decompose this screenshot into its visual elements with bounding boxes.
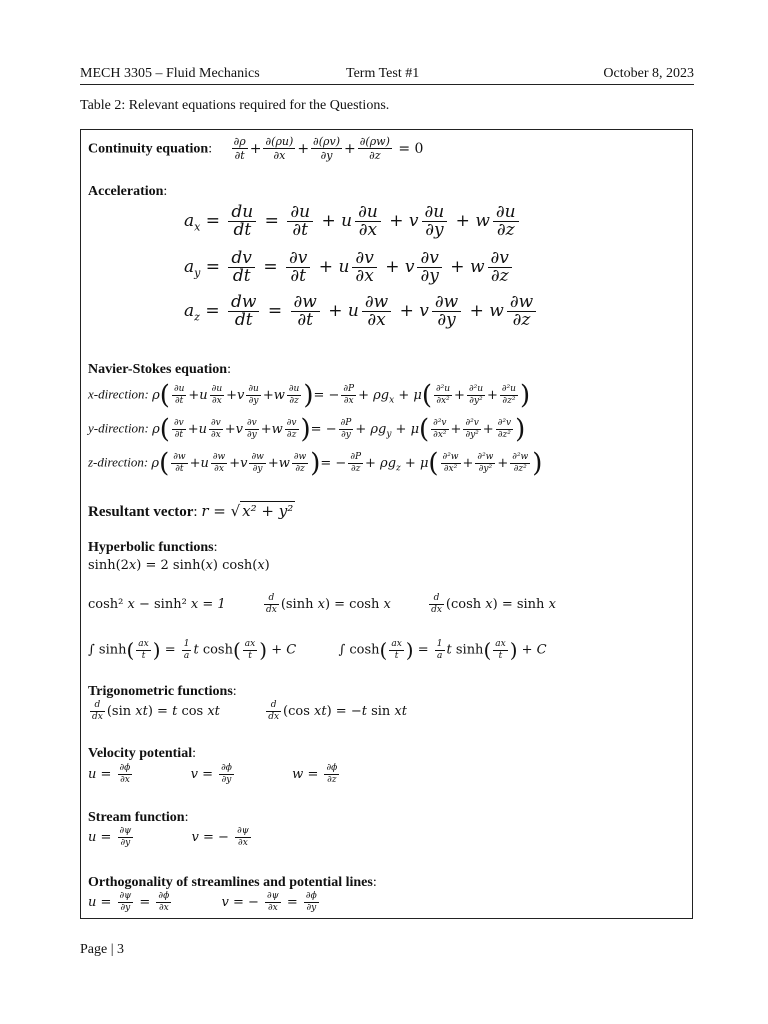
resultant-label: Resultant vector <box>88 504 194 520</box>
stream-function-label: Stream function <box>88 810 185 825</box>
navier-heading: Navier-Stokes equation: <box>88 362 231 377</box>
velocity-potential-heading: Velocity potential: <box>88 746 196 761</box>
hyperbolic-identities: cosh² x − sinh² x = 1 $\frac{d}{dx}$ (sinh x) = cosh x $\frac{d}{dx}$ (cosh x) = sinh x <box>88 593 556 615</box>
navier-z: z-direction: ρ( $\frac{\partial w}{\partial t}$ +u $\frac{\partial w}{\partial x}$ +v $\frac{\partial w}{\partial y}$ +w $\frac{\partial w}{\partial z}$ )= − $\frac{\partial P}{\partial z}$ + $\rho g_z + \mu$( $\frac{\text{∂²w}}{\text{∂x²}}$ + $\frac{\text{∂²w}}{\text{∂y²}}$ + $\frac{\text{∂²w}}{\text{∂z²}}$ ) <box>88 448 543 478</box>
table-caption: Table 2: Relevant equations required for the Questions. <box>80 98 390 113</box>
x-direction-label: x-direction: <box>88 386 149 402</box>
resultant-row: Resultant vector: r = √ x² + y² <box>88 502 294 520</box>
test-date: October 8, 2023 <box>603 66 694 81</box>
trig-label: Trigonometric functions <box>88 684 233 699</box>
acceleration-x: $a_x$ = $\frac{du}{dt}$ = $\frac{\partial u}{\partial t}$ + u $\frac{\partial u}{\partial x}$ + v $\frac{\partial u}{\partial y}$ + w $\frac{\partial u}{\partial z}$ <box>184 204 522 239</box>
trig-heading: Trigonometric functions: <box>88 684 237 699</box>
hyperbolic-heading: Hyperbolic functions: <box>88 540 218 555</box>
sinh-double-angle: sinh(2x) = 2 sinh(x) cosh(x) <box>88 558 270 573</box>
z-direction-label: z-direction: <box>88 454 149 470</box>
equation-table <box>80 129 693 919</box>
navier-y: y-direction: ρ( $\frac{\partial v}{\partial t}$ +u $\frac{\partial v}{\partial x}$ +v $\frac{\partial v}{\partial y}$ +w $\frac{\partial v}{\partial z}$ )= − $\frac{\partial P}{\partial y}$ + $\rho g_y + \mu$( $\frac{\text{∂²v}}{\text{∂x²}}$ + $\frac{\text{∂²v}}{\text{∂y²}}$ + $\frac{\text{∂²v}}{\text{∂z²}}$ ) <box>88 414 526 444</box>
stream-function-heading: Stream function: <box>88 810 189 825</box>
y-direction-label: y-direction: <box>88 420 149 436</box>
test-title: Term Test #1 <box>346 66 420 81</box>
page-header <box>80 66 694 85</box>
acceleration-z: $a_z$ = $\frac{dw}{dt}$ = $\frac{\partial w}{\partial t}$ + u $\frac{\partial w}{\partial x}$ + v $\frac{\partial w}{\partial y}$ + w $\frac{\partial w}{\partial z}$ <box>184 294 539 329</box>
page-number: Page | 3 <box>80 942 125 957</box>
navier-label: Navier-Stokes equation <box>88 362 228 377</box>
velocity-potential-equations: u = $\frac{\partial\phi}{\partial x}$ v = $\frac{\partial\phi}{\partial y}$ w = $\frac{\partial\phi}{\partial z}$ <box>88 763 338 785</box>
orthogonality-heading: Orthogonality of streamlines and potential lines: <box>88 875 377 890</box>
stream-function-equations: u = $\frac{\partial\psi}{\partial y}$ v = − $\frac{\partial\psi}{\partial x}$ <box>88 826 249 848</box>
orthogonality-label: Orthogonality of streamlines and potential lines <box>88 875 373 890</box>
continuity-equation: $\frac{\partial\rho}{\partial t}$ + $\frac{\partial(\rho u)}{\partial x}$ + $\frac{\partial(\rho v)}{\partial y}$ + $\frac{\partial(\rho w)}{\partial z}$ = 0 <box>233 135 424 162</box>
acceleration-label: Acceleration <box>88 184 164 199</box>
resultant-equation: r = √ x² + y² <box>201 502 294 520</box>
acceleration-y: $a_y$ = $\frac{dv}{dt}$ = $\frac{\partial v}{\partial t}$ + u $\frac{\partial v}{\partial x}$ + v $\frac{\partial v}{\partial y}$ + w $\frac{\partial v}{\partial z}$ <box>184 250 515 285</box>
trig-derivatives: $\frac{d}{dx}$ (sin xt) = t cos xt $\frac{d}{dx}$ (cos xt) = −t sin xt <box>92 700 407 722</box>
orthogonality-equations: u = $\frac{\partial\psi}{\partial y}$ = $\frac{\partial\phi}{\partial x}$ v = − $\frac{\partial\psi}{\partial x}$ = $\frac{\partial\phi}{\partial y}$ <box>88 891 317 913</box>
velocity-potential-label: Velocity potential <box>88 746 193 761</box>
continuity-label: Continuity equation <box>88 141 209 157</box>
acceleration-heading: Acceleration: <box>88 184 168 199</box>
hyperbolic-integrals: ∫ sinh( $\frac{ax}{t}$ ) = $\frac{1}{a}$ t cosh( $\frac{ax}{t}$ ) + C ∫ cosh( $\frac{ax}{t}$ ) = $\frac{1}{a}$ t sinh( $\frac{ax}{t}$ ) + C <box>88 638 547 662</box>
navier-x: x-direction: ρ( $\frac{\partial u}{\partial t}$ +u $\frac{\partial u}{\partial x}$ +v $\frac{\partial u}{\partial y}$ +w $\frac{\partial u}{\partial z}$ )= − $\frac{\partial P}{\partial x}$ + $\rho g_x + \mu$( $\frac{\text{∂²u}}{\text{∂x²}}$ + $\frac{\text{∂²u}}{\text{∂y²}}$ + $\frac{\text{∂²u}}{\text{∂z²}}$ ) <box>88 380 531 410</box>
continuity-row: Continuity equation: $\frac{\partial\rho}{\partial t}$ + $\frac{\partial(\rho u)}{\partial x}$ + $\frac{\partial(\rho v)}{\partial y}$ + $\frac{\partial(\rho w)}{\partial z}$ = 0 <box>88 135 424 162</box>
course-title: MECH 3305 – Fluid Mechanics <box>80 66 260 81</box>
hyperbolic-label: Hyperbolic functions <box>88 540 214 555</box>
